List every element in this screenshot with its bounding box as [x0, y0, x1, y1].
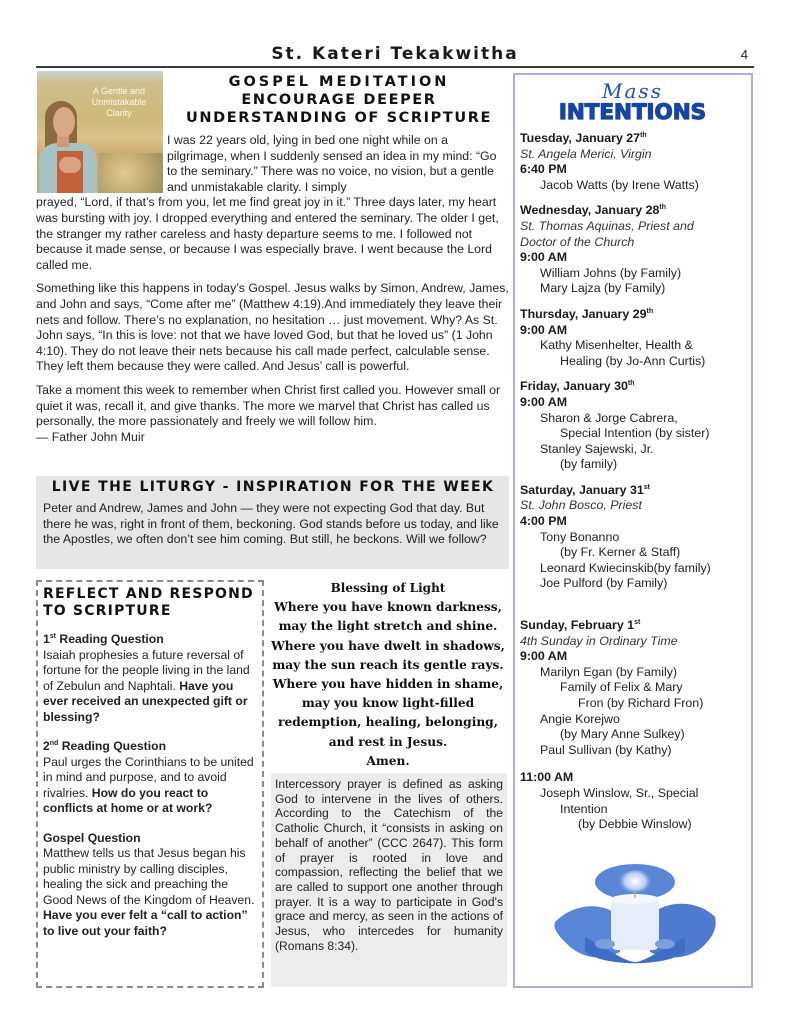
ordinal-suffix: th — [659, 204, 666, 212]
day-entry-sunday — [520, 618, 751, 833]
blessing-line: Amen. — [366, 753, 410, 768]
intention: Paul Sullivan (by Kathy) — [540, 742, 672, 757]
ordinal-suffix: th — [640, 131, 647, 139]
question-prompt: Have you ever received an unexpected gift or blessing? — [43, 678, 248, 724]
gospel-question — [43, 831, 257, 940]
intention: Kathy Misenhelter, Health & — [540, 338, 693, 353]
question-heading — [43, 632, 257, 648]
heading-line: GOSPEL MEDITATION — [228, 74, 450, 90]
meditation-body — [36, 133, 510, 453]
blessing-line: may the light stretch and shine. — [278, 619, 498, 634]
blessing-line: Where you have hidden in shame, — [272, 677, 504, 692]
question-prompt: Have you ever felt a “call to action” to live out your faith? — [43, 908, 248, 938]
day-date: Sunday, February 1 — [520, 618, 635, 633]
mass-time: 9:00 AM — [520, 250, 568, 265]
mass-intentions-box — [513, 73, 753, 988]
logo-intentions-word: INTENTIONS — [558, 100, 707, 124]
day-entry-saturday — [520, 483, 751, 592]
image-caption-line: Clarity — [106, 108, 132, 118]
question-body — [43, 846, 257, 939]
day-heading — [520, 131, 751, 147]
meditation-paragraph-2: Something like this happens in today’s Gospel. Jesus walks by Simon, Andrew, James, and John and says, “Come after me” (Matthew 4:19).And immediately they leave their nets and follow. There’s no explanation, no hesitation … just movement. Why? As St. John says, “In this is love: not that we have loved God, but that he loved us” (1 John 4:10). They do not leave their nets because his call made perfect, calculable sense. They left them because they were called. And Jesus’ call is powerful. — [36, 281, 509, 374]
day-entry-wednesday — [520, 203, 751, 297]
question-heading — [43, 739, 257, 755]
reflect-title-line: REFLECT AND RESPOND — [43, 586, 254, 602]
ordinal-suffix: st — [634, 618, 641, 626]
intention: Tony Bonanno — [540, 529, 620, 544]
first-reading-question — [43, 632, 257, 725]
meditation-heading — [168, 73, 510, 127]
intention-continued: Intention — [560, 801, 608, 816]
blessing-line: and rest in Jesus. — [328, 734, 448, 749]
feast-name: St. John Bosco, Priest — [520, 498, 642, 513]
page-number: 4 — [740, 47, 748, 62]
question-heading-text: Reading Question — [56, 632, 164, 646]
question-context: Isaiah prophesies a future reversal of fortune for the people living in the land of Zebulun and Naphtali. — [43, 647, 250, 693]
intention: Angie Korejwo — [540, 711, 620, 726]
question-body — [43, 755, 257, 817]
intention-continued: Healing (by Jo-Ann Curtis) — [560, 353, 706, 368]
question-prompt: How do you react to conflicts at home or at work? — [43, 785, 213, 815]
intention-continued: Special Intention (by sister) — [560, 426, 710, 441]
question-body — [43, 648, 257, 726]
day-heading — [520, 307, 751, 323]
day-date: Thursday, January 29 — [520, 306, 647, 321]
mass-time: 9:00 AM — [520, 322, 568, 337]
intention: Marilyn Egan (by Family) — [540, 664, 678, 679]
intention: Sharon & Jorge Cabrera, — [540, 410, 678, 425]
mass-time: 9:00 AM — [520, 649, 568, 664]
ordinal-suffix: th — [646, 307, 654, 315]
blessing-line: may the sun reach its gentle rays. — [272, 657, 504, 672]
question-heading-text: Reading Question — [58, 739, 167, 753]
question-context: Paul urges the Corinthians to be united in mind and purpose, and to avoid rivalries. — [43, 754, 254, 800]
meditation-paragraph-1 — [36, 133, 510, 273]
reflect-title — [43, 586, 257, 620]
paragraph-1-wrapped: I was 22 years old, lying in bed one night while on a pilgrimage, when I suddenly sensed an idea in my mind: “Go to the seminary.” There was no voice, no vision, but a gentle and unmistakable clarity. I simply — [167, 133, 497, 194]
feast-name: 4th Sunday in Ordinary Time — [520, 633, 678, 648]
intention: Stanley Sajewski, Jr. — [540, 441, 654, 456]
logo-mass-word: Mass — [602, 79, 663, 103]
intercessory-prayer-box: Intercessory prayer is defined as asking God to intervene in the lives of others. According to the Catechism of the Catholic Church, it “consists in asking on behalf of another” (CCC 2647). This form of prayer is rooted in love and compassion, reflecting the belief that we are called to support one another through prayer. It is a way to participate in God's grace and mercy, as seen in the actions of Jesus, who intercedes for humanity (Romans 8:34). — [271, 773, 507, 987]
feast-name: St. Angela Merici, Virgin — [520, 146, 652, 161]
question-heading-text: Gospel Question — [43, 830, 141, 845]
ordinal-number: 1 — [43, 632, 50, 646]
ordinal-suffix: nd — [49, 739, 59, 747]
mass-time: 6:40 PM — [520, 162, 567, 177]
mass-time: 11:00 AM — [520, 770, 574, 785]
ordinal-suffix: st — [49, 632, 57, 640]
reflect-title-line: TO SCRIPTURE — [43, 603, 172, 619]
intention: Mary Lajza (by Family) — [540, 281, 666, 296]
spacer — [520, 758, 751, 770]
ordinal-suffix: st — [643, 483, 650, 491]
mass-time: 9:00 AM — [520, 394, 568, 409]
ordinal-number: 2 — [43, 739, 50, 753]
feast-name: St. Thomas Aquinas, Priest and — [520, 218, 694, 233]
intention: Jacob Watts (by Irene Watts) — [540, 177, 699, 192]
day-heading — [520, 618, 751, 634]
blessing-line: redemption, healing, belonging, — [278, 715, 498, 730]
intention: Joseph Winslow, Sr., Special — [540, 785, 699, 800]
intention: William Johns (by Family) — [540, 265, 682, 280]
candle-in-hands-icon — [545, 862, 725, 970]
intention-continued: (by family) — [560, 457, 618, 472]
image-caption-line: Unmistakable — [91, 97, 147, 107]
day-heading — [520, 379, 751, 395]
intention: Leonard Kwiecinskib(by family) — [540, 560, 711, 575]
day-date: Saturday, January 31 — [520, 482, 644, 497]
heading-line: ENCOURAGE DEEPER — [241, 92, 437, 108]
mass-time: 4:00 PM — [520, 514, 567, 529]
mass-intentions-logo — [520, 81, 751, 131]
second-reading-question — [43, 739, 257, 817]
spacer — [520, 602, 751, 618]
live-the-liturgy-section — [36, 476, 509, 569]
intention-continued: (by Debbie Winslow) — [578, 817, 692, 832]
heading-line: UNDERSTANDING OF SCRIPTURE — [186, 110, 492, 126]
blessing-line: Where you have known darkness, — [274, 600, 502, 615]
day-entry-thursday — [520, 307, 751, 369]
feast-name: Doctor of the Church — [520, 234, 635, 249]
intention-continued: Fron (by Richard Fron) — [578, 696, 704, 710]
intention: Family of Felix & Mary — [560, 680, 683, 695]
paragraph-1-rest: prayed, “Lord, if that’s from you, let me find great joy in it.” Three days later, my heart was bursting with joy. I dropped everything and entered the seminary. The older I get, the stranger my rather careless and hasty departure seems to me. I followed not because it made sense, or because I was especially brave. I went because the Lord called me. — [36, 195, 499, 272]
intention-continued: (by Mary Anne Sulkey) — [560, 727, 685, 742]
image-caption-line: A Gentle and — [92, 86, 146, 96]
liturgy-title: LIVE THE LITURGY - INSPIRATION FOR THE WEEK — [51, 479, 495, 495]
day-entry-friday — [520, 379, 751, 473]
day-date: Tuesday, January 27 — [520, 131, 641, 145]
image-caption — [79, 86, 159, 119]
blessing-of-light — [268, 579, 508, 771]
day-heading — [520, 203, 751, 219]
blessing-line: Where you have dwelt in shadows, — [271, 638, 505, 653]
meditation-paragraph-3: Take a moment this week to remember when Christ first called you. However small or quiet it was, recall it, and give thanks. The more we marvel that Christ has called us personally, the more passionately and freely we will follow him. — [36, 382, 501, 429]
day-entry-tuesday — [520, 131, 751, 193]
blessing-line: may you know light-filled — [301, 696, 475, 711]
day-date: Wednesday, January 28 — [520, 203, 660, 218]
meditation-signature: — Father John Muir — [36, 429, 145, 444]
question-heading — [43, 831, 257, 847]
parish-title: St. Kateri Tekakwitha — [271, 44, 519, 64]
intention: Joe Pulford (by Family) — [540, 576, 668, 591]
blessing-title: Blessing of Light — [330, 581, 446, 595]
page-header — [36, 40, 754, 68]
intention-continued: (by Fr. Kerner & Staff) — [560, 545, 681, 560]
liturgy-body: Peter and Andrew, James and John — they were not expecting God that day. But there he was, right in front of them, beckoning. God stands before us today, and like the Apostles, we often don’t see him coming. But still, he beckons. Will we follow? — [43, 501, 499, 547]
day-date: Friday, January 30 — [520, 379, 628, 394]
day-heading — [520, 483, 751, 499]
reflect-respond-box — [36, 580, 264, 988]
ordinal-suffix: th — [627, 380, 635, 388]
question-context: Matthew tells us that Jesus began his public ministry by calling disciples, healing the sick and preaching the Good News of the Kingdom of Heaven. — [43, 846, 255, 907]
